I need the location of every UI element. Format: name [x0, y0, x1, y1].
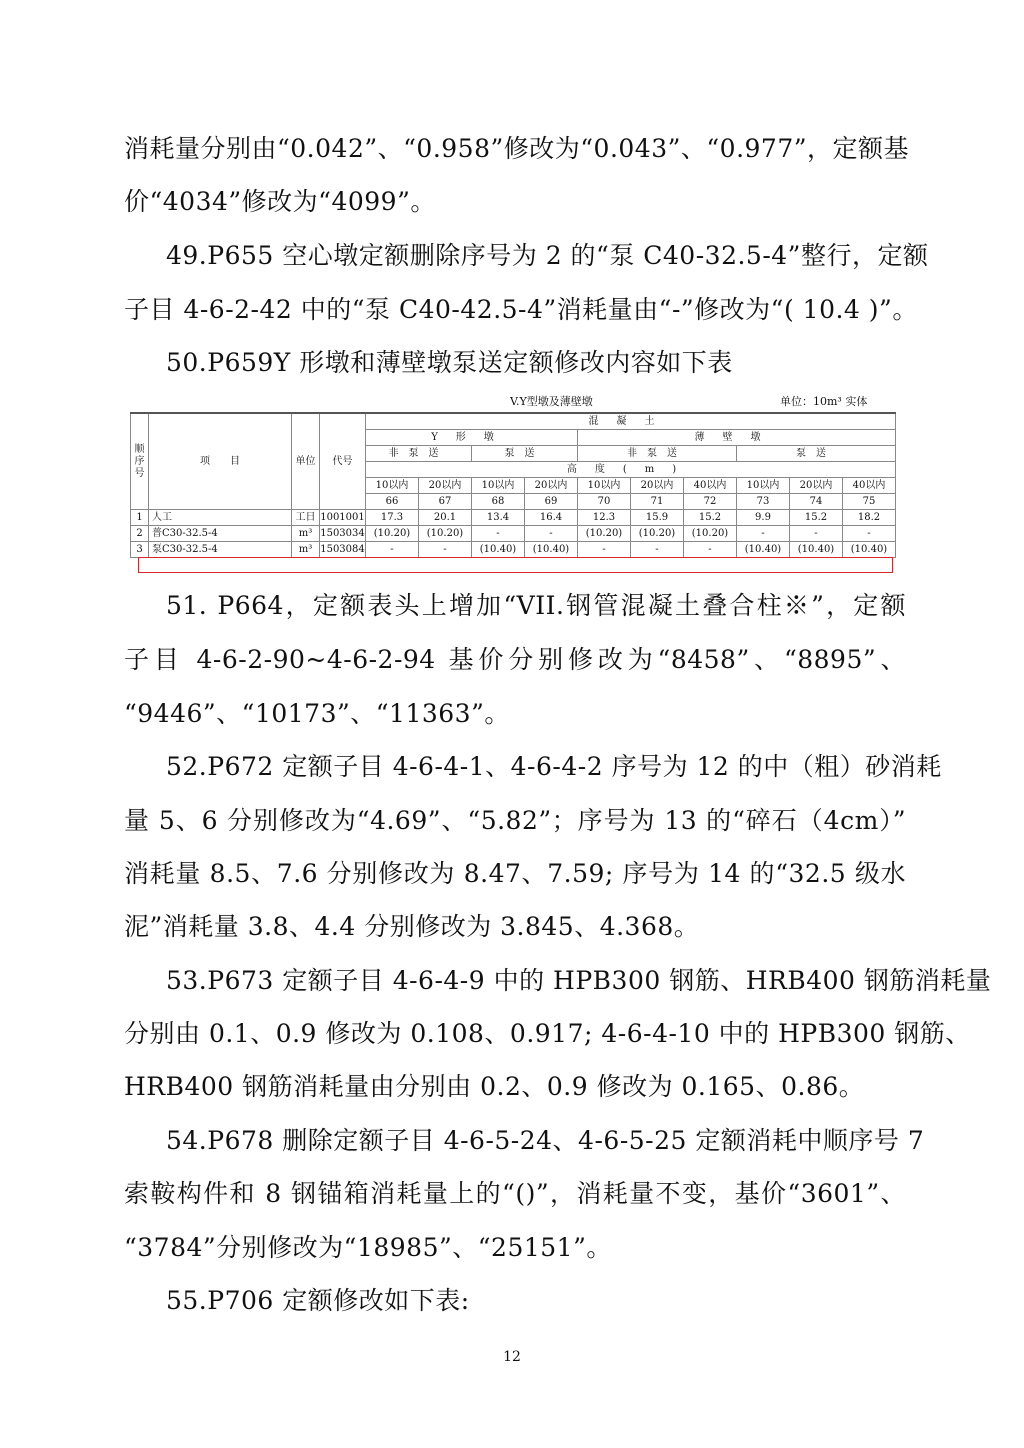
- row-value: 17.3: [366, 510, 419, 526]
- paragraph-line: 消耗量 8.5、7.6 分别修改为 8.47、7.59; 序号为 14 的“32.5 级水: [124, 859, 906, 888]
- row-value: (10.20): [631, 526, 684, 542]
- row-unit: 工日: [292, 510, 320, 526]
- paragraph-49: 49.P655 空心墩定额删除序号为 2 的“泵 C40-32.5-4”整行，定额: [166, 241, 929, 270]
- row-value: (10.20): [684, 526, 737, 542]
- row-value: (10.40): [737, 542, 790, 558]
- row-seq: 1: [131, 510, 149, 526]
- paragraph-line: “3784”分别修改为“18985”、“25151”。: [124, 1233, 612, 1262]
- quota-table: [130, 412, 896, 558]
- row-seq: 3: [131, 542, 149, 558]
- row-code: 1001001: [320, 510, 366, 526]
- row-value: 20.1: [419, 510, 472, 526]
- column-number: 74: [790, 494, 843, 510]
- header-seq: 顺序号: [131, 413, 149, 510]
- row-value: (10.40): [472, 542, 525, 558]
- row-unit: m³: [292, 526, 320, 542]
- header-y-pier: Y形墩: [366, 430, 578, 446]
- column-number: 75: [843, 494, 896, 510]
- height-cell: 20以内: [631, 478, 684, 494]
- paragraph-line: 子目 4-6-2-42 中的“泵 C40-42.5-4”消耗量由“-”修改为“( 10.4 )”。: [124, 295, 918, 324]
- row-value: -: [843, 526, 896, 542]
- row-unit: m³: [292, 542, 320, 558]
- header-thin-wall-pier: 薄壁墩: [578, 430, 896, 446]
- table-row: [131, 526, 896, 542]
- column-number: 68: [472, 494, 525, 510]
- row-value: (10.40): [525, 542, 578, 558]
- paragraph-54: 54.P678 删除定额子目 4-6-5-24、4-6-5-25 定额消耗中顺序号 7: [166, 1126, 925, 1155]
- paragraph-line: “9446”、“10173”、“11363”。: [124, 699, 510, 728]
- header-pump: 泵送: [472, 446, 578, 462]
- height-cell: 10以内: [737, 478, 790, 494]
- paragraph-line: 索鞍构件和 8 钢锚箱消耗量上的“()”，消耗量不变，基价“3601”、: [124, 1179, 906, 1208]
- row-value: 15.2: [684, 510, 737, 526]
- paragraph-51: 51. P664，定额表头上增加“VII.钢管混凝土叠合柱※”，定额: [166, 591, 906, 620]
- row-value: 9.9: [737, 510, 790, 526]
- column-number: 72: [684, 494, 737, 510]
- highlight-box: [138, 557, 893, 573]
- row-value: 13.4: [472, 510, 525, 526]
- table-unit: 单位：10m³ 实体: [780, 395, 868, 408]
- row-item: 普C30-32.5-4: [149, 526, 292, 542]
- header-code: 代号: [320, 413, 366, 510]
- column-number: 73: [737, 494, 790, 510]
- height-cell: 20以内: [790, 478, 843, 494]
- row-code: 1503034: [320, 526, 366, 542]
- row-value: (10.20): [366, 526, 419, 542]
- row-value: -: [472, 526, 525, 542]
- header-pump: 泵送: [737, 446, 896, 462]
- height-cell: 40以内: [843, 478, 896, 494]
- row-value: -: [419, 542, 472, 558]
- height-cell: 20以内: [525, 478, 578, 494]
- paragraph-55: 55.P706 定额修改如下表:: [166, 1286, 470, 1315]
- paragraph-50: 50.P659Y 形墩和薄壁墩泵送定额修改内容如下表: [166, 348, 733, 377]
- height-cell: 10以内: [366, 478, 419, 494]
- column-number: 69: [525, 494, 578, 510]
- row-value: -: [631, 542, 684, 558]
- column-number: 67: [419, 494, 472, 510]
- row-value: 15.9: [631, 510, 684, 526]
- column-number: 66: [366, 494, 419, 510]
- row-value: -: [578, 542, 631, 558]
- height-cell: 20以内: [419, 478, 472, 494]
- row-value: -: [684, 542, 737, 558]
- row-value: 16.4: [525, 510, 578, 526]
- row-value: (10.40): [843, 542, 896, 558]
- header-unit: 单位: [292, 413, 320, 510]
- quota-table-block: [130, 394, 895, 576]
- table-row: [131, 510, 896, 526]
- paragraph-52: 52.P672 定额子目 4-6-4-1、4-6-4-2 序号为 12 的中（粗）砂消耗: [166, 752, 942, 781]
- column-number: 71: [631, 494, 684, 510]
- row-value: -: [525, 526, 578, 542]
- table-title: V.Y型墩及薄壁墩: [510, 395, 593, 408]
- table-row: [131, 542, 896, 558]
- paragraph-line: 价“4034”修改为“4099”。: [124, 187, 436, 216]
- row-item: 人工: [149, 510, 292, 526]
- row-code: 1503084: [320, 542, 366, 558]
- header-non-pump: 非泵送: [366, 446, 472, 462]
- row-value: -: [790, 526, 843, 542]
- column-number: 70: [578, 494, 631, 510]
- header-item: 项 目: [149, 413, 292, 510]
- height-cell: 40以内: [684, 478, 737, 494]
- header-non-pump: 非泵送: [578, 446, 737, 462]
- paragraph-line: HRB400 钢筋消耗量由分别由 0.2、0.9 修改为 0.165、0.86。: [124, 1072, 865, 1101]
- header-concrete: 混凝土: [366, 413, 896, 430]
- row-seq: 2: [131, 526, 149, 542]
- row-value: (10.20): [578, 526, 631, 542]
- paragraph-line: 量 5、6 分别修改为“4.69”、“5.82”；序号为 13 的“碎石（4cm）”: [124, 806, 906, 835]
- row-value: -: [737, 526, 790, 542]
- height-cell: 10以内: [578, 478, 631, 494]
- paragraph-line: 消耗量分别由“0.042”、“0.958”修改为“0.043”、“0.977”，定额基: [124, 134, 910, 163]
- header-height: 高度(m): [366, 462, 896, 478]
- height-cell: 10以内: [472, 478, 525, 494]
- row-value: (10.40): [790, 542, 843, 558]
- paragraph-53: 53.P673 定额子目 4-6-4-9 中的 HPB300 钢筋、HRB400 钢筋消耗量: [166, 966, 992, 995]
- row-value: (10.20): [419, 526, 472, 542]
- row-value: 15.2: [790, 510, 843, 526]
- page-number: 12: [503, 1349, 521, 1365]
- row-value: 12.3: [578, 510, 631, 526]
- paragraph-line: 分别由 0.1、0.9 修改为 0.108、0.917; 4-6-4-10 中的 HPB300 钢筋、: [124, 1019, 971, 1048]
- row-value: 18.2: [843, 510, 896, 526]
- paragraph-line: 泥”消耗量 3.8、4.4 分别修改为 3.845、4.368。: [124, 912, 700, 941]
- paragraph-line: 子目 4-6-2-90~4-6-2-94 基价分别修改为“8458”、“8895”、: [124, 645, 906, 674]
- row-value: -: [366, 542, 419, 558]
- row-item: 泵C30-32.5-4: [149, 542, 292, 558]
